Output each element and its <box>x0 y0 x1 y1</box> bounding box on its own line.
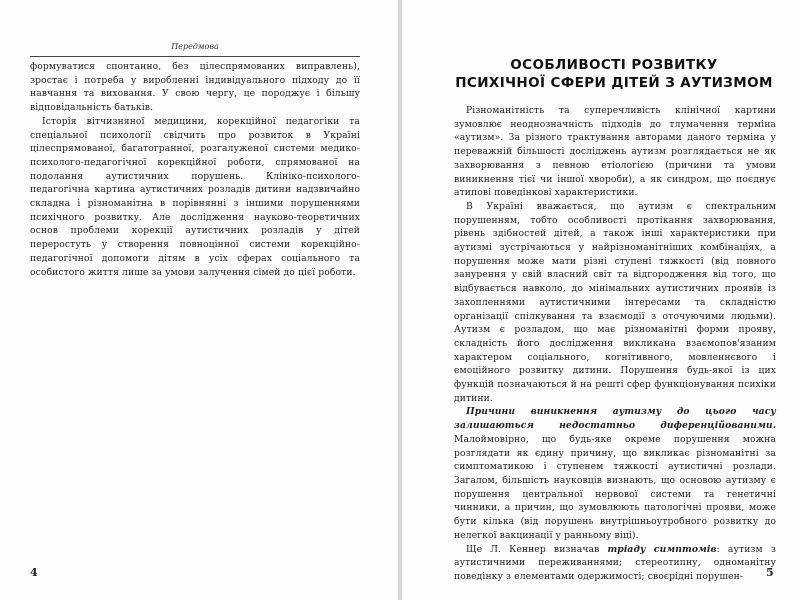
emphasis-text: Причини виникнення аутизму до цього часу залишаються недостатньо диференційованими. <box>454 406 776 432</box>
running-head: Передмова <box>171 42 219 51</box>
emphasis-text: тріаду симптомів <box>607 543 717 555</box>
paragraph-text: : аутизм з аутистичними переживаннями; стереотипну, одноманітну поведінку з елементами одержимості; своєрідні порушен- <box>454 543 776 582</box>
chapter-title-line: ПСИХІЧНОЇ СФЕРИ ДІТЕЙ З АУТИЗМОМ <box>455 75 773 91</box>
paragraph: Різноманітність та суперечливість клінічної картини зумовлює неоднозначність підходів до тлумачення терміна «аутизм». За різного трактування авторами даного терміна у переважній більшості досліджень аутизм розглядається не як захворювання з певною етіологією (причини та умови виникнення тієї чи іншої хвороби), а як синдром, що поєднує атипові поведінкові характеристики. <box>454 105 776 199</box>
paragraph: Історія вітчизняної медицини, корекційної педагогіки та спеціальної психології свідчить про розвиток в Україні цілеспрямованої, багатогранної, розгалуженої системи медико-психолого-педагогічної корекційної роботи, спрямованої на подолання аутистичних порушень. Клініко-психолого-педагогічна картина аутистичних розладів дитини надзвичайно складна і різноманітна в порівнянні з іншими порушеннями психічного розвитку. Але дослідження науково-теоретичних основ проблеми корекції аутистичних розладів у дітей переростуть у створення повноцінної системи корекційно-педагогічної допомоги дітям в усіх сферах соціального та особистого життя лише за умови залучення сімей до цієї роботи. <box>30 115 360 278</box>
page-number: 4 <box>30 566 38 579</box>
page-number: 5 <box>766 566 774 579</box>
chapter-title-line: ОСОБЛИВОСТІ РОЗВИТКУ <box>510 57 718 73</box>
paragraph: В Україні вважається, що аутизм є спектральним порушенням, тобто особливості протікання захворювання, рівень здібностей дітей, а також інші характеристики при аутизмі зустрічаються у найрізноманітніших комбінаціях, а порушення може мати різні ступені тяжкості (від повного занурення у свій власний світ та відгородження від того, що відбувається навколо, до мінімальних аутистичних проявів із захопленнями аутистичними інтересами та складністю організації спілкування та взаємодії з оточуючими людьми). Аутизм є розладом, що має різноманітні форми прояву, складність його дослідження викликана взаємопов'язаним характером соціального, когнітивного, мовленнєвого і емоційного розвитку дитини. Порушення будь-якої із цих функцій позначаються й на решті сфер функціонування психіки дитини. <box>454 200 776 404</box>
paragraph-text: Малоймовірно, що будь-яке окреме порушення можна розглядати як єдину причину, що викликає різноманітні за симптоматикою і ступенем тяжкості аутистичні розлади. Загалом, більшість науковців визнають, що основою аутизму є порушення центральної нервової системи та генетичні чинники, а причин, що зумовлюють патологічні прояви, може бути кілька (від порушень внутрішньоутробного розвитку до нелегкої вакцинації у ранньому віці). <box>454 433 776 541</box>
paragraph-text: Ще Л. Кеннер визначав <box>466 543 608 555</box>
left-page <box>0 0 398 600</box>
header-rule <box>30 56 360 57</box>
left-page-body <box>30 60 360 279</box>
paragraph <box>454 543 776 584</box>
paragraph: формуватися спонтанно, без цілеспрямованих виправлень), зростає і потреба у виробленні індивідуального підходу до її навчання та виховання. У свою чергу, це породжує і більшу відповідальність батьків. <box>30 61 360 114</box>
chapter-title <box>444 56 784 92</box>
right-page-body <box>454 104 776 584</box>
paragraph <box>454 405 776 542</box>
right-page <box>402 0 800 600</box>
